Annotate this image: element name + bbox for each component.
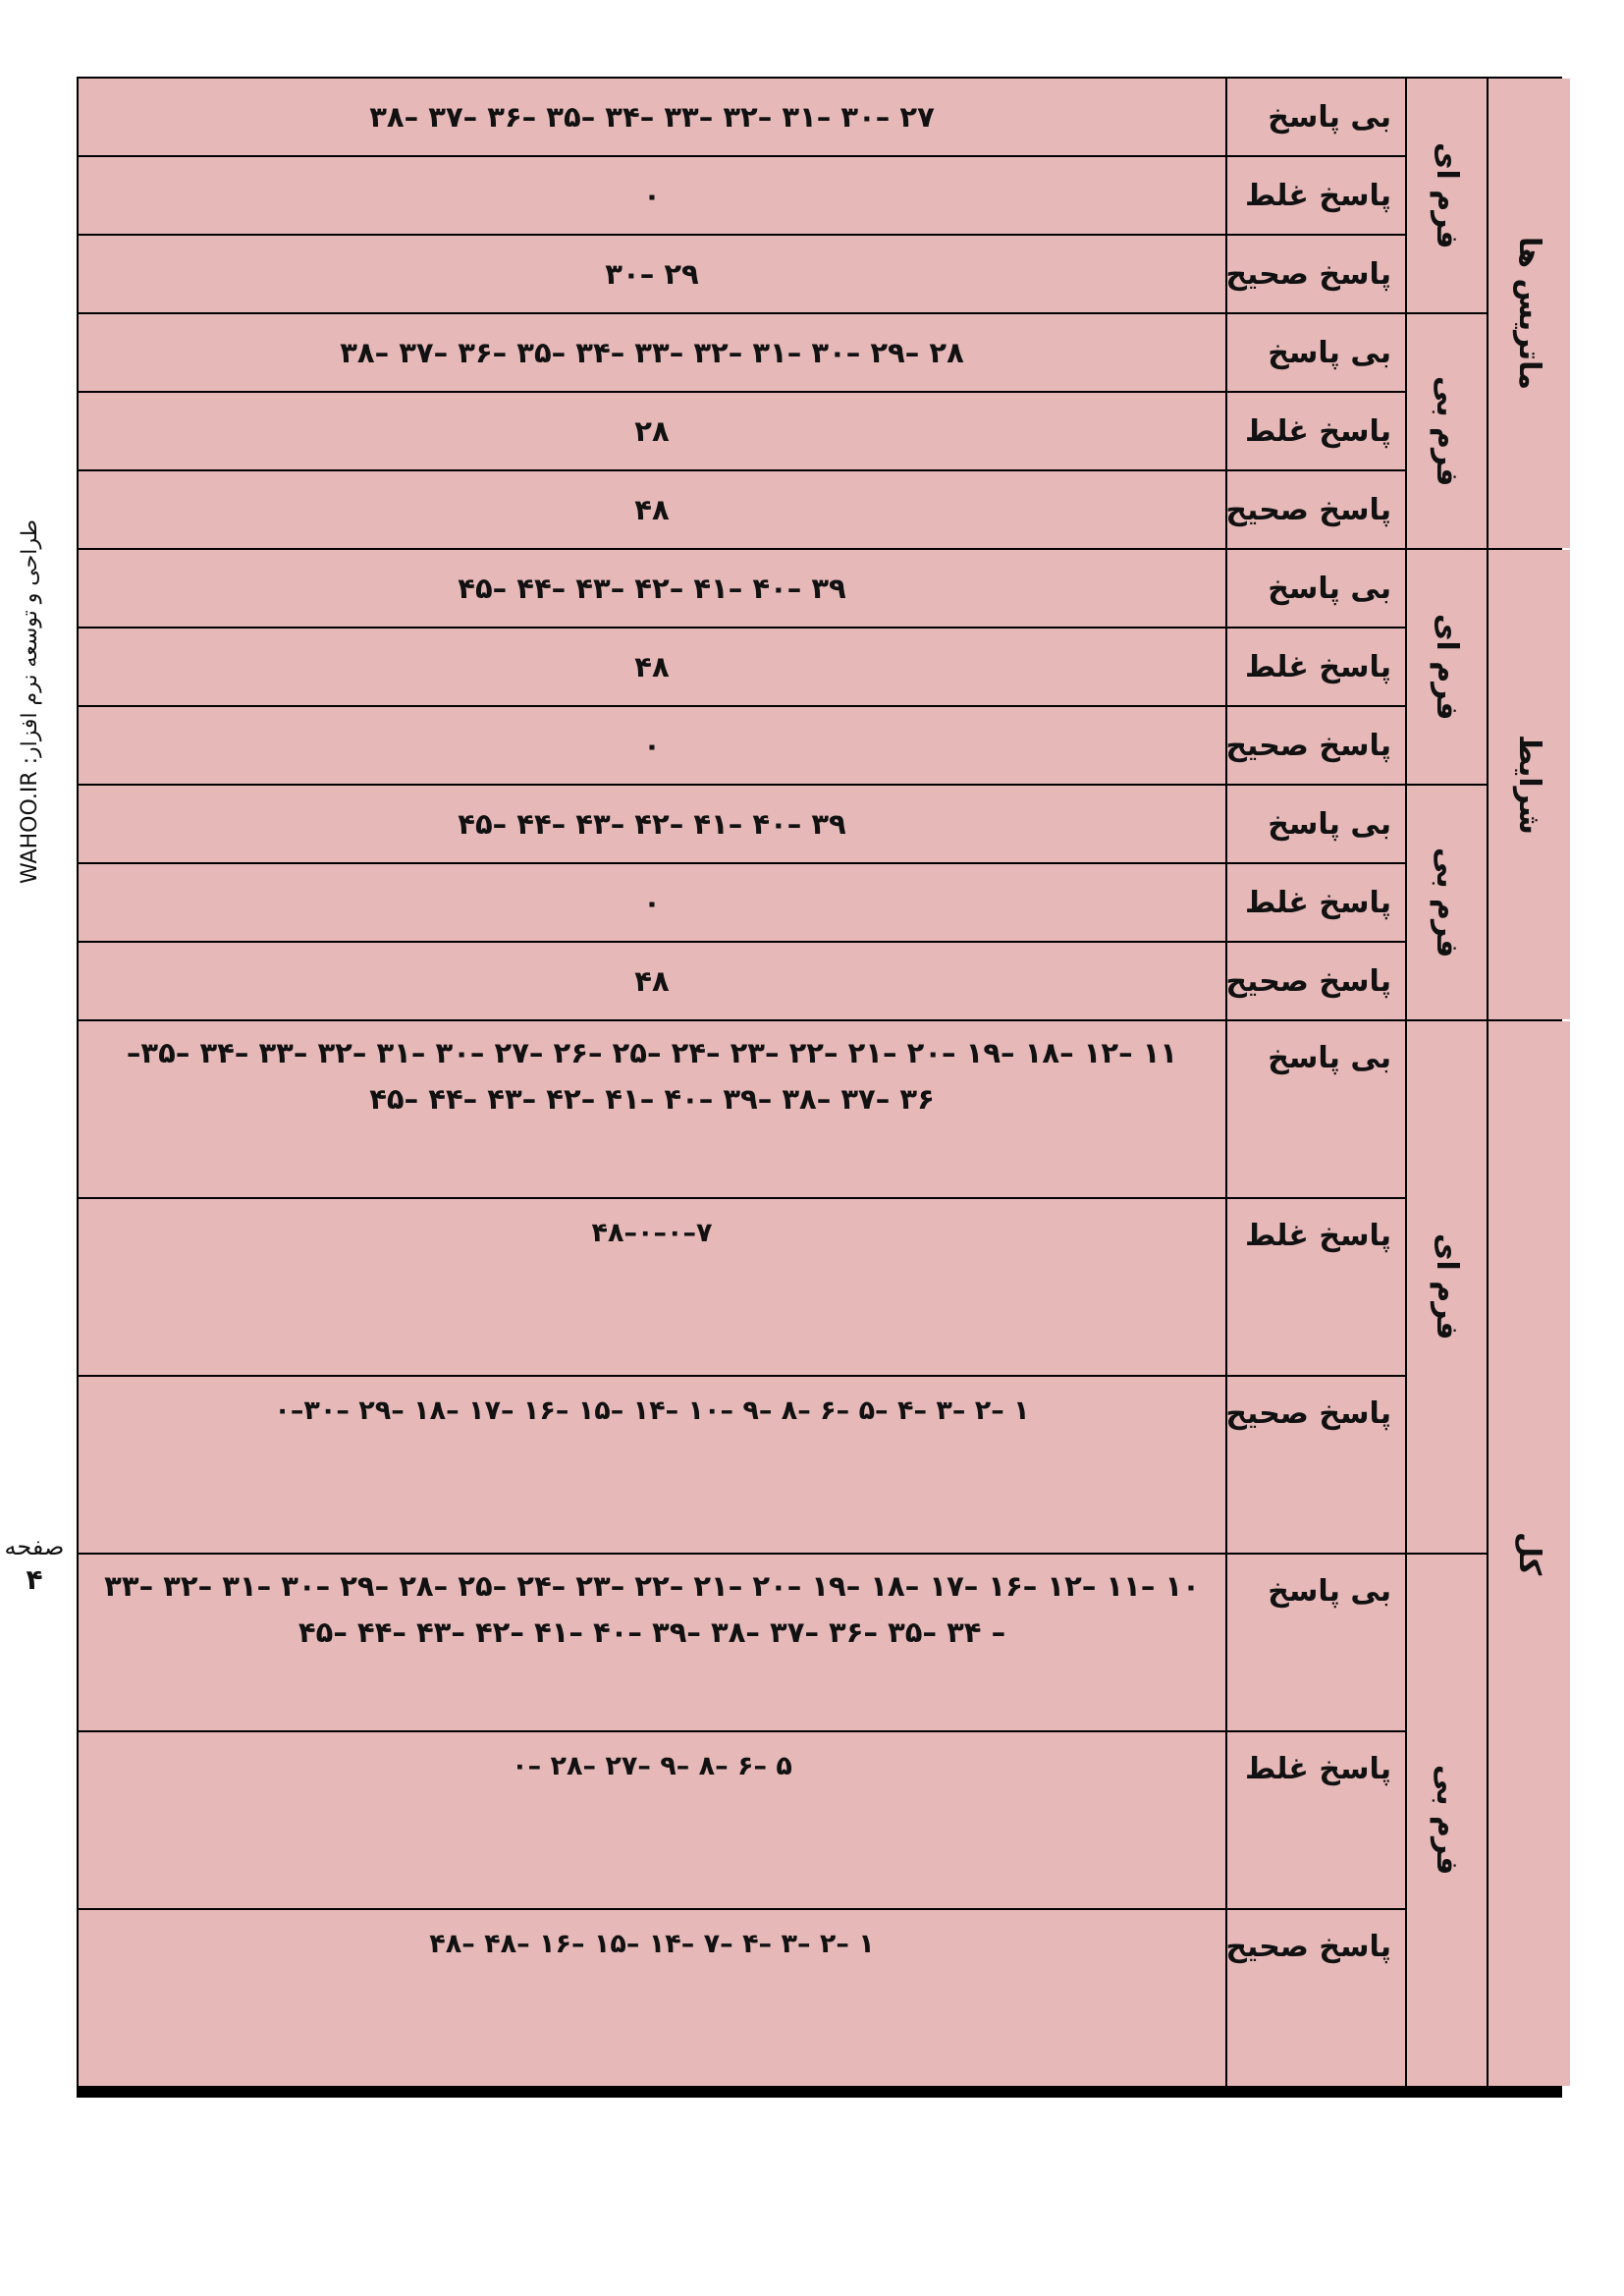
page-label: صفحه: [4, 1533, 65, 1560]
row-label-correct: پاسخ صحیح: [1227, 1377, 1405, 1553]
row-value: ۲۸ –۲۹ –۳۰ –۳۱ –۳۲ –۳۳ –۳۴ –۳۵ –۳۶ –۳۷ –۳۸: [79, 314, 1225, 391]
row-value: ۱ –۲ –۳ –۴ –۷ –۱۴ –۱۵ –۱۶ –۴۸ –۴۸: [79, 1910, 1225, 2086]
page-number: [0, 1532, 69, 1599]
form-b-label: فرم بی: [1407, 786, 1487, 1019]
row-value: ۲۹ –۳۰: [79, 236, 1225, 312]
row-value: ۱ –۲ –۳ –۴ –۵ –۶ –۸ –۹ –۱۰ –۱۴ –۱۵ –۱۶ –۱۷ –۱۸ –۲۹ –۳۰–۰: [79, 1377, 1225, 1553]
row-label-correct: پاسخ صحیح: [1227, 471, 1405, 548]
row-value: ۷–۰–۰–۴۸: [79, 1199, 1225, 1375]
row-label-wrong: پاسخ غلط: [1227, 1199, 1405, 1375]
row-value-multiline: [79, 1021, 1225, 1197]
row-value: ۴۸: [79, 943, 1225, 1019]
row-value: ۴۸: [79, 629, 1225, 705]
row-value: ۵ –۶ –۸ –۹ –۲۷ –۲۸ –۰: [79, 1732, 1225, 1908]
row-value-line: ۳۶ –۳۷ –۳۸ –۳۹ –۴۰ –۴۱ –۴۲ –۴۳ –۴۴ –۴۵: [369, 1081, 935, 1116]
row-label-no-answer: بی پاسخ: [1227, 1555, 1405, 1730]
row-label-correct: پاسخ صحیح: [1227, 236, 1405, 312]
row-value-line: ۱۰ –۱۱ –۱۲ –۱۶ –۱۷ –۱۸ –۱۹ –۲۰ –۲۱ –۲۲ –۲۳ –۲۴ –۲۵ –۲۸ –۲۹ –۳۰ –۳۱ –۳۲ –۳۳: [104, 1569, 1200, 1603]
row-label-wrong: پاسخ غلط: [1227, 629, 1405, 705]
row-value: ۰: [79, 707, 1225, 784]
row-value: ۰: [79, 157, 1225, 234]
form-a-label: فرم ای: [1407, 79, 1487, 312]
form-a-label: فرم ای: [1407, 550, 1487, 784]
row-value: ۲۸: [79, 393, 1225, 469]
side-credit: طراحی و توسعه نرم افزار: WAHOO.IR: [18, 519, 42, 884]
row-value: ۳۹ –۴۰ –۴۱ –۴۲ –۴۳ –۴۴ –۴۵: [79, 786, 1225, 862]
answer-table: [77, 77, 1562, 2098]
row-label-wrong: پاسخ غلط: [1227, 1732, 1405, 1908]
row-value: ۰: [79, 864, 1225, 941]
form-b-label: فرم بی: [1407, 1555, 1487, 2086]
row-label-wrong: پاسخ غلط: [1227, 864, 1405, 941]
row-value-multiline: [79, 1555, 1225, 1730]
row-value-line: – ۳۴ –۳۵ –۳۶ –۳۷ –۳۸ –۳۹ –۴۰ –۴۱ –۴۲ –۴۳ –۴۴ –۴۵: [298, 1614, 1006, 1649]
row-label-correct: پاسخ صحیح: [1227, 943, 1405, 1019]
form-b-label: فرم بی: [1407, 314, 1487, 548]
row-label-correct: پاسخ صحیح: [1227, 707, 1405, 784]
row-label-no-answer: بی پاسخ: [1227, 314, 1405, 391]
row-label-no-answer: بی پاسخ: [1227, 550, 1405, 627]
section-total: کل: [1489, 1021, 1570, 2086]
section-matrices: ماتریس ها: [1489, 79, 1570, 548]
row-value-line: ۱۱ –۱۲ –۱۸ –۱۹ –۲۰ –۲۱ –۲۲ –۲۳ –۲۴ –۲۵ –۲۶ –۲۷ –۳۰ –۳۱ –۳۲ –۳۳ –۳۴ –۳۵–: [126, 1036, 1178, 1069]
row-label-wrong: پاسخ غلط: [1227, 157, 1405, 234]
section-conditions: شرایط: [1489, 550, 1570, 1019]
row-label-no-answer: بی پاسخ: [1227, 79, 1405, 155]
form-a-label: فرم ای: [1407, 1021, 1487, 1553]
row-label-wrong: پاسخ غلط: [1227, 393, 1405, 469]
page-number-value: ۴: [26, 1563, 43, 1597]
row-value: ۳۹ –۴۰ –۴۱ –۴۲ –۴۳ –۴۴ –۴۵: [79, 550, 1225, 627]
row-value: ۲۷ –۳۰ –۳۱ –۳۲ –۳۳ –۳۴ –۳۵ –۳۶ –۳۷ –۳۸: [79, 79, 1225, 155]
row-label-no-answer: بی پاسخ: [1227, 1021, 1405, 1197]
row-value: ۴۸: [79, 471, 1225, 548]
row-label-no-answer: بی پاسخ: [1227, 786, 1405, 862]
row-label-correct: پاسخ صحیح: [1227, 1910, 1405, 2086]
